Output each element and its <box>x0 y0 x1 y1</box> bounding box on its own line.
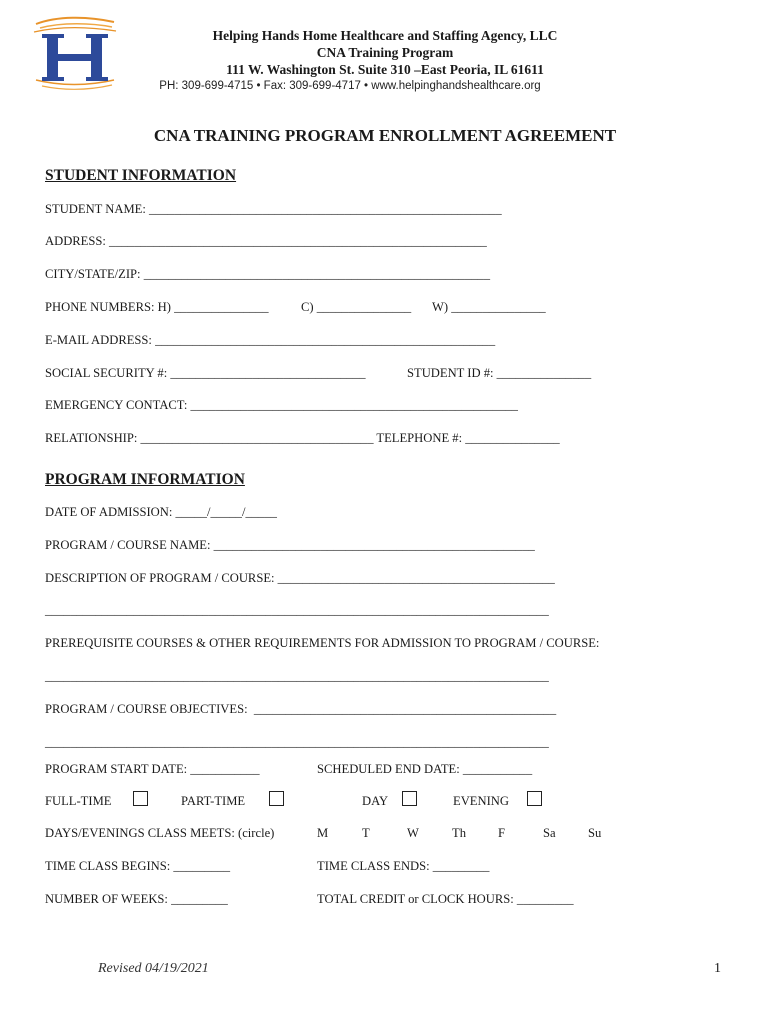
student-name-field[interactable]: STUDENT NAME: ________________________________________________________ <box>45 202 502 216</box>
form-title: CNA TRAINING PROGRAM ENROLLMENT AGREEMENT <box>153 126 617 145</box>
part-time-checkbox[interactable] <box>269 791 284 806</box>
description-field[interactable]: DESCRIPTION OF PROGRAM / COURSE: ____________________________________________ <box>45 571 555 585</box>
phone-work-field[interactable]: W) _______________ <box>432 300 546 314</box>
contact-line: PH: 309-699-4715 • Fax: 309-699-4717 • www.helpinghandshealthcare.org <box>159 80 541 92</box>
page-number: 1 <box>714 961 721 976</box>
day-option-friday[interactable]: F <box>498 826 506 840</box>
company-address: 111 W. Washington St. Suite 310 –East Peoria, IL 61611 <box>226 62 544 77</box>
city-state-zip-field[interactable]: CITY/STATE/ZIP: _______________________________________________________ <box>45 267 491 281</box>
day-option-thursday[interactable]: Th <box>452 826 466 840</box>
objectives-line[interactable]: ________________________________________________________________________________ <box>45 735 549 749</box>
relationship-field[interactable]: RELATIONSHIP: _____________________________________ TELEPHONE #: _______________ <box>45 431 560 445</box>
day-label: DAY <box>362 794 389 808</box>
student-id-field[interactable]: STUDENT ID #: _______________ <box>407 366 592 380</box>
prerequisite-line[interactable]: ________________________________________________________________________________ <box>45 669 549 683</box>
full-time-checkbox[interactable] <box>133 791 148 806</box>
ssn-field[interactable]: SOCIAL SECURITY #: _______________________________ <box>45 366 366 380</box>
full-time-label: FULL-TIME <box>45 794 112 808</box>
days-meets-label: DAYS/EVENINGS CLASS MEETS: (circle) <box>45 826 275 840</box>
revised-date: Revised 04/19/2021 <box>98 961 209 976</box>
day-option-wednesday[interactable]: W <box>407 826 419 840</box>
time-begins-field[interactable]: TIME CLASS BEGINS: _________ <box>45 859 231 873</box>
prerequisite-label: PREREQUISITE COURSES & OTHER REQUIREMENTS FOR ADMISSION TO PROGRAM / COURSE: <box>45 636 600 650</box>
description-line[interactable]: ________________________________________________________________________________ <box>45 603 549 617</box>
student-section-heading: STUDENT INFORMATION <box>45 167 237 184</box>
company-name: Helping Hands Home Healthcare and Staffing Agency, LLC <box>212 28 558 43</box>
phone-cell-field[interactable]: C) _______________ <box>301 300 412 314</box>
day-option-tuesday[interactable]: T <box>362 826 370 840</box>
email-field[interactable]: E-MAIL ADDRESS: ______________________________________________________ <box>45 333 496 347</box>
time-ends-field[interactable]: TIME CLASS ENDS: _________ <box>317 859 490 873</box>
evening-label: EVENING <box>453 794 509 808</box>
program-name: CNA Training Program <box>316 45 454 60</box>
phone-home-field[interactable]: PHONE NUMBERS: H) _______________ <box>45 300 269 314</box>
day-checkbox[interactable] <box>402 791 417 806</box>
day-option-saturday[interactable]: Sa <box>543 826 556 840</box>
weeks-field[interactable]: NUMBER OF WEEKS: _________ <box>45 892 228 906</box>
start-date-field[interactable]: PROGRAM START DATE: ___________ <box>45 762 260 776</box>
objectives-field[interactable]: PROGRAM / COURSE OBJECTIVES: ________________________________________________ <box>45 702 557 716</box>
evening-checkbox[interactable] <box>527 791 542 806</box>
part-time-label: PART-TIME <box>181 794 246 808</box>
day-option-monday[interactable]: M <box>317 826 329 840</box>
end-date-field[interactable]: SCHEDULED END DATE: ___________ <box>317 762 533 776</box>
date-admission-field[interactable]: DATE OF ADMISSION: _____/_____/_____ <box>45 505 277 519</box>
hours-field[interactable]: TOTAL CREDIT or CLOCK HOURS: _________ <box>317 892 574 906</box>
course-name-field[interactable]: PROGRAM / COURSE NAME: ___________________________________________________ <box>45 538 535 552</box>
emergency-contact-field[interactable]: EMERGENCY CONTACT: ____________________________________________________ <box>45 398 518 412</box>
address-field[interactable]: ADDRESS: ____________________________________________________________ <box>45 234 487 248</box>
day-option-sunday[interactable]: Su <box>588 826 602 840</box>
program-section-heading: PROGRAM INFORMATION <box>45 471 245 488</box>
